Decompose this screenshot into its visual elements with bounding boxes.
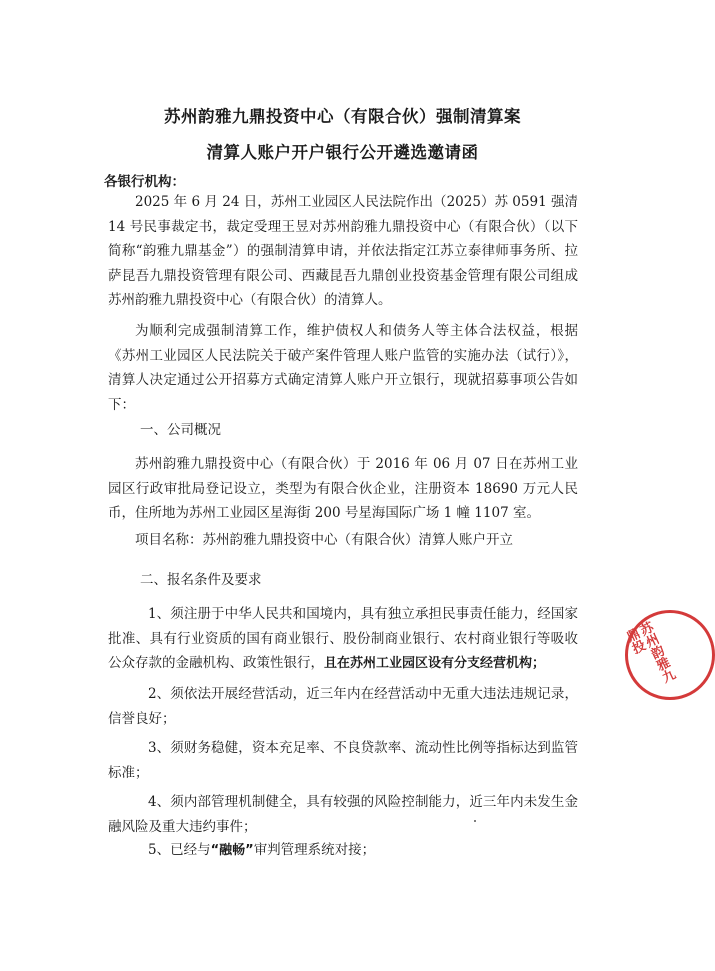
requirement-5-suffix: 审判管理系统对接； [253, 842, 376, 858]
project-name: 项目名称：苏州韵雅九鼎投资中心（有限合伙）清算人账户开立 [135, 532, 513, 548]
section2-heading: 二、报名条件及要求 [140, 572, 262, 588]
scan-speck [474, 820, 476, 822]
requirement-1 [108, 602, 578, 677]
requirement-5-prefix: 5、已经与 [148, 842, 211, 858]
requirement-1-text: 1、须注册于中华人民共和国境内，具有独立承担民事责任能力，经国家批准、具有行业资质的国有商业银行、股份制商业银行、农村商业银行等吸收公众存款的金融机构、政策性银行， [108, 606, 578, 671]
document-title-line2: 清算人账户开户银行公开遴选邀请函 [206, 143, 479, 162]
seal-text: 苏州韵雅九鼎投 [621, 620, 677, 686]
requirement-3: 3、须财务稳健，资本充足率、不良贷款率、流动性比例等指标达到监管标准； [108, 740, 578, 781]
intro-paragraph-2: 为顺利完成强制清算工作，维护债权人和债务人等主体合法权益，根据《苏州工业园区人民法院关于破产案件管理人账户监管的实施办法（试行）》，清算人决定通过公开招募方式确定清算人账户开立银行，现就招募事项公告如下： [108, 323, 578, 413]
requirement-1-bold: 且在苏州工业园区设有分支经营机构； [324, 656, 546, 671]
salutation: 各银行机构： [104, 174, 185, 190]
intro-paragraph-1: 2025 年 6 月 24 日，苏州工业园区人民法院作出（2025）苏 0591 强清 14 号民事裁定书，裁定受理王昱对苏州韵雅九鼎投资中心（有限合伙）（以下简称“韵雅九鼎基金”）的强制清算申请，并依法指定江苏立泰律师事务所、拉萨昆吾九鼎投资管理有限公司、西藏昆吾九鼎创业投资基金管理有限公司组成苏州韵雅九鼎投资中心（有限合伙）的清算人。 [108, 194, 578, 308]
requirement-5 [108, 838, 578, 864]
section1-heading: 一、公司概况 [140, 422, 221, 438]
requirement-4: 4、须内部管理机制健全，具有较强的风险控制能力，近三年内未发生金融风险及重大违约事件； [108, 794, 578, 835]
company-seal-stamp [621, 610, 715, 700]
document-title-line1: 苏州韵雅九鼎投资中心（有限合伙）强制清算案 [164, 107, 521, 126]
company-overview: 苏州韵雅九鼎投资中心（有限合伙）于 2016 年 06 月 07 日在苏州工业园区行政审批局登记设立，类型为有限合伙企业，注册资本 18690 万元人民币，住所地为苏州工业园区星海街 200 号星海国际广场 1 幢 1107 室。 [108, 456, 578, 521]
requirement-2: 2、须依法开展经营活动，近三年内在经营活动中无重大违法违规记录，信誉良好； [108, 686, 578, 727]
requirement-5-bold: “融畅” [210, 843, 254, 858]
